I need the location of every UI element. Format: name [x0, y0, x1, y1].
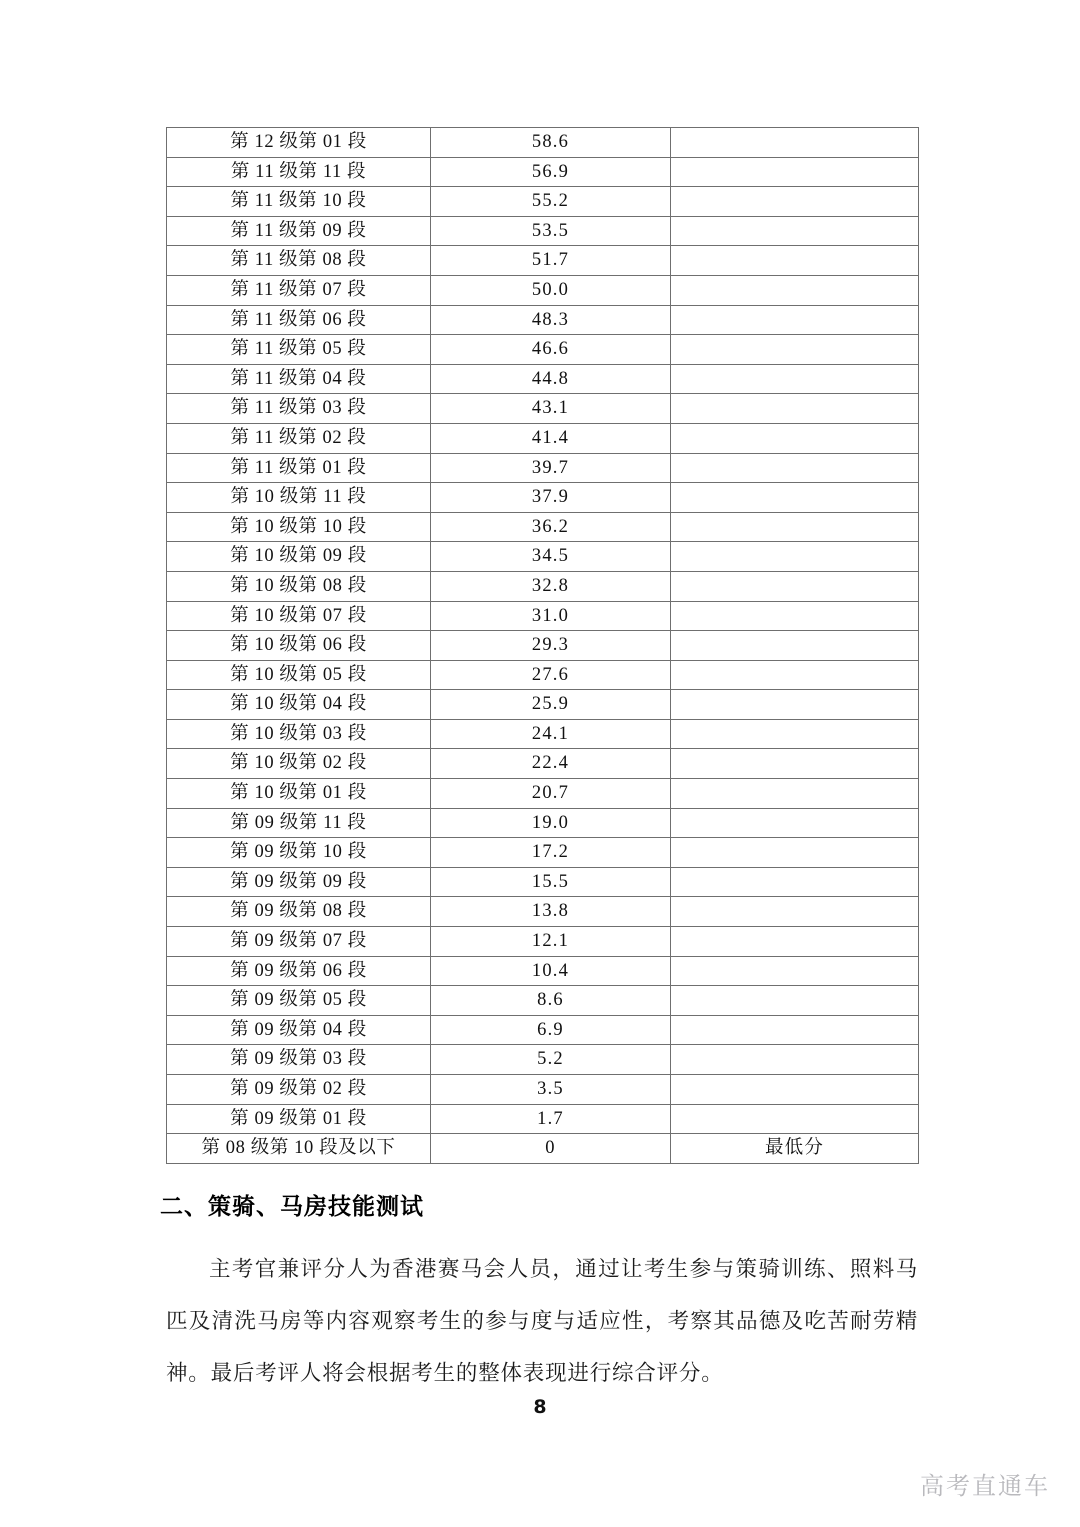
table-row: [167, 128, 919, 158]
cell-note: [671, 808, 919, 838]
cell-note: [671, 631, 919, 661]
cell-note: [671, 838, 919, 868]
table-row: [167, 512, 919, 542]
cell-score: 36.2: [431, 512, 671, 542]
table-row: [167, 749, 919, 779]
cell-score: 20.7: [431, 779, 671, 809]
cell-grade: 第 11 级第 11 段: [167, 157, 431, 187]
page-number: 8: [533, 1396, 547, 1418]
cell-note: [671, 128, 919, 158]
cell-grade: 第 10 级第 01 段: [167, 779, 431, 809]
cell-grade: 第 09 级第 01 段: [167, 1104, 431, 1134]
cell-score: 3.5: [431, 1075, 671, 1105]
cell-note: [671, 423, 919, 453]
table-row: [167, 1075, 919, 1105]
cell-grade: 第 09 级第 04 段: [167, 1015, 431, 1045]
table-row: [167, 897, 919, 927]
cell-note: [671, 335, 919, 365]
table-row: [167, 1104, 919, 1134]
cell-grade: 第 11 级第 08 段: [167, 246, 431, 276]
cell-score: 55.2: [431, 187, 671, 217]
table-row: [167, 542, 919, 572]
cell-grade: 第 11 级第 04 段: [167, 364, 431, 394]
cell-grade: 第 11 级第 09 段: [167, 216, 431, 246]
cell-score: 31.0: [431, 601, 671, 631]
cell-note: [671, 571, 919, 601]
cell-score: 48.3: [431, 305, 671, 335]
cell-note: [671, 1075, 919, 1105]
table-row: [167, 719, 919, 749]
cell-grade: 第 08 级第 10 段及以下: [167, 1134, 431, 1164]
cell-grade: 第 09 级第 06 段: [167, 956, 431, 986]
cell-score: 43.1: [431, 394, 671, 424]
cell-note: 最低分: [671, 1134, 919, 1164]
table-row: [167, 1015, 919, 1045]
cell-note: [671, 660, 919, 690]
table-row: [167, 483, 919, 513]
cell-note: [671, 601, 919, 631]
watermark: 高考直通车: [920, 1472, 1050, 1500]
table-row: [167, 187, 919, 217]
cell-grade: 第 10 级第 02 段: [167, 749, 431, 779]
cell-score: 37.9: [431, 483, 671, 513]
section-heading: 二、策骑、马房技能测试: [160, 1194, 424, 1220]
cell-note: [671, 305, 919, 335]
cell-grade: 第 11 级第 03 段: [167, 394, 431, 424]
cell-score: 17.2: [431, 838, 671, 868]
cell-note: [671, 719, 919, 749]
cell-note: [671, 364, 919, 394]
cell-score: 53.5: [431, 216, 671, 246]
cell-score: 34.5: [431, 542, 671, 572]
cell-note: [671, 453, 919, 483]
cell-grade: 第 10 级第 08 段: [167, 571, 431, 601]
cell-score: 44.8: [431, 364, 671, 394]
cell-score: 39.7: [431, 453, 671, 483]
table-row: [167, 335, 919, 365]
cell-score: 0: [431, 1134, 671, 1164]
cell-grade: 第 09 级第 10 段: [167, 838, 431, 868]
table-row: [167, 927, 919, 957]
table-row: [167, 364, 919, 394]
table-row: [167, 1045, 919, 1075]
cell-score: 12.1: [431, 927, 671, 957]
table-row: [167, 690, 919, 720]
cell-grade: 第 10 级第 04 段: [167, 690, 431, 720]
cell-note: [671, 986, 919, 1016]
table-row: [167, 808, 919, 838]
table-row: [167, 275, 919, 305]
cell-grade: 第 10 级第 07 段: [167, 601, 431, 631]
cell-score: 10.4: [431, 956, 671, 986]
cell-note: [671, 483, 919, 513]
cell-note: [671, 867, 919, 897]
cell-note: [671, 394, 919, 424]
cell-score: 27.6: [431, 660, 671, 690]
cell-note: [671, 275, 919, 305]
table-row: [167, 779, 919, 809]
cell-grade: 第 12 级第 01 段: [167, 128, 431, 158]
table-row: [167, 394, 919, 424]
cell-score: 24.1: [431, 719, 671, 749]
cell-grade: 第 10 级第 11 段: [167, 483, 431, 513]
cell-score: 22.4: [431, 749, 671, 779]
table-row: [167, 423, 919, 453]
cell-score: 50.0: [431, 275, 671, 305]
cell-note: [671, 512, 919, 542]
table-row: [167, 601, 919, 631]
section-paragraph: 主考官兼评分人为香港赛马会人员，通过让考生参与策骑训练、照料马匹及清洗马房等内容观察考生的参与度与适应性，考察其品德及吃苦耐劳精神。最后考评人将会根据考生的整体表现进行综合评分。: [166, 1257, 918, 1385]
cell-score: 25.9: [431, 690, 671, 720]
cell-grade: 第 11 级第 07 段: [167, 275, 431, 305]
cell-grade: 第 11 级第 05 段: [167, 335, 431, 365]
cell-score: 19.0: [431, 808, 671, 838]
cell-grade: 第 09 级第 02 段: [167, 1075, 431, 1105]
cell-note: [671, 927, 919, 957]
cell-grade: 第 09 级第 08 段: [167, 897, 431, 927]
cell-score: 5.2: [431, 1045, 671, 1075]
cell-grade: 第 09 级第 05 段: [167, 986, 431, 1016]
cell-note: [671, 1104, 919, 1134]
cell-score: 1.7: [431, 1104, 671, 1134]
table-row: [167, 157, 919, 187]
cell-grade: 第 11 级第 10 段: [167, 187, 431, 217]
cell-grade: 第 10 级第 03 段: [167, 719, 431, 749]
table-row: [167, 838, 919, 868]
cell-grade: 第 10 级第 06 段: [167, 631, 431, 661]
table-row: [167, 453, 919, 483]
cell-score: 15.5: [431, 867, 671, 897]
cell-note: [671, 749, 919, 779]
cell-note: [671, 779, 919, 809]
cell-grade: 第 11 级第 06 段: [167, 305, 431, 335]
cell-score: 32.8: [431, 571, 671, 601]
table-row: [167, 571, 919, 601]
cell-grade: 第 10 级第 05 段: [167, 660, 431, 690]
cell-score: 51.7: [431, 246, 671, 276]
cell-grade: 第 11 级第 02 段: [167, 423, 431, 453]
cell-grade: 第 09 级第 03 段: [167, 1045, 431, 1075]
cell-note: [671, 690, 919, 720]
table-row: [167, 867, 919, 897]
cell-grade: 第 09 级第 09 段: [167, 867, 431, 897]
cell-score: 29.3: [431, 631, 671, 661]
table-row: [167, 1134, 919, 1164]
score-conversion-table: [166, 127, 919, 1164]
cell-score: 58.6: [431, 128, 671, 158]
table-row: [167, 660, 919, 690]
cell-note: [671, 246, 919, 276]
cell-note: [671, 542, 919, 572]
cell-grade: 第 09 级第 07 段: [167, 927, 431, 957]
cell-note: [671, 216, 919, 246]
cell-grade: 第 10 级第 09 段: [167, 542, 431, 572]
table-body: [167, 128, 919, 1164]
table-row: [167, 986, 919, 1016]
table-row: [167, 246, 919, 276]
cell-score: 13.8: [431, 897, 671, 927]
cell-grade: 第 11 级第 01 段: [167, 453, 431, 483]
cell-score: 56.9: [431, 157, 671, 187]
cell-grade: 第 10 级第 10 段: [167, 512, 431, 542]
table-row: [167, 305, 919, 335]
cell-note: [671, 1045, 919, 1075]
cell-score: 41.4: [431, 423, 671, 453]
cell-note: [671, 897, 919, 927]
cell-score: 6.9: [431, 1015, 671, 1045]
table-row: [167, 216, 919, 246]
table-row: [167, 631, 919, 661]
cell-grade: 第 09 级第 11 段: [167, 808, 431, 838]
cell-note: [671, 157, 919, 187]
cell-note: [671, 1015, 919, 1045]
cell-score: 8.6: [431, 986, 671, 1016]
cell-note: [671, 956, 919, 986]
cell-score: 46.6: [431, 335, 671, 365]
table-row: [167, 956, 919, 986]
cell-note: [671, 187, 919, 217]
